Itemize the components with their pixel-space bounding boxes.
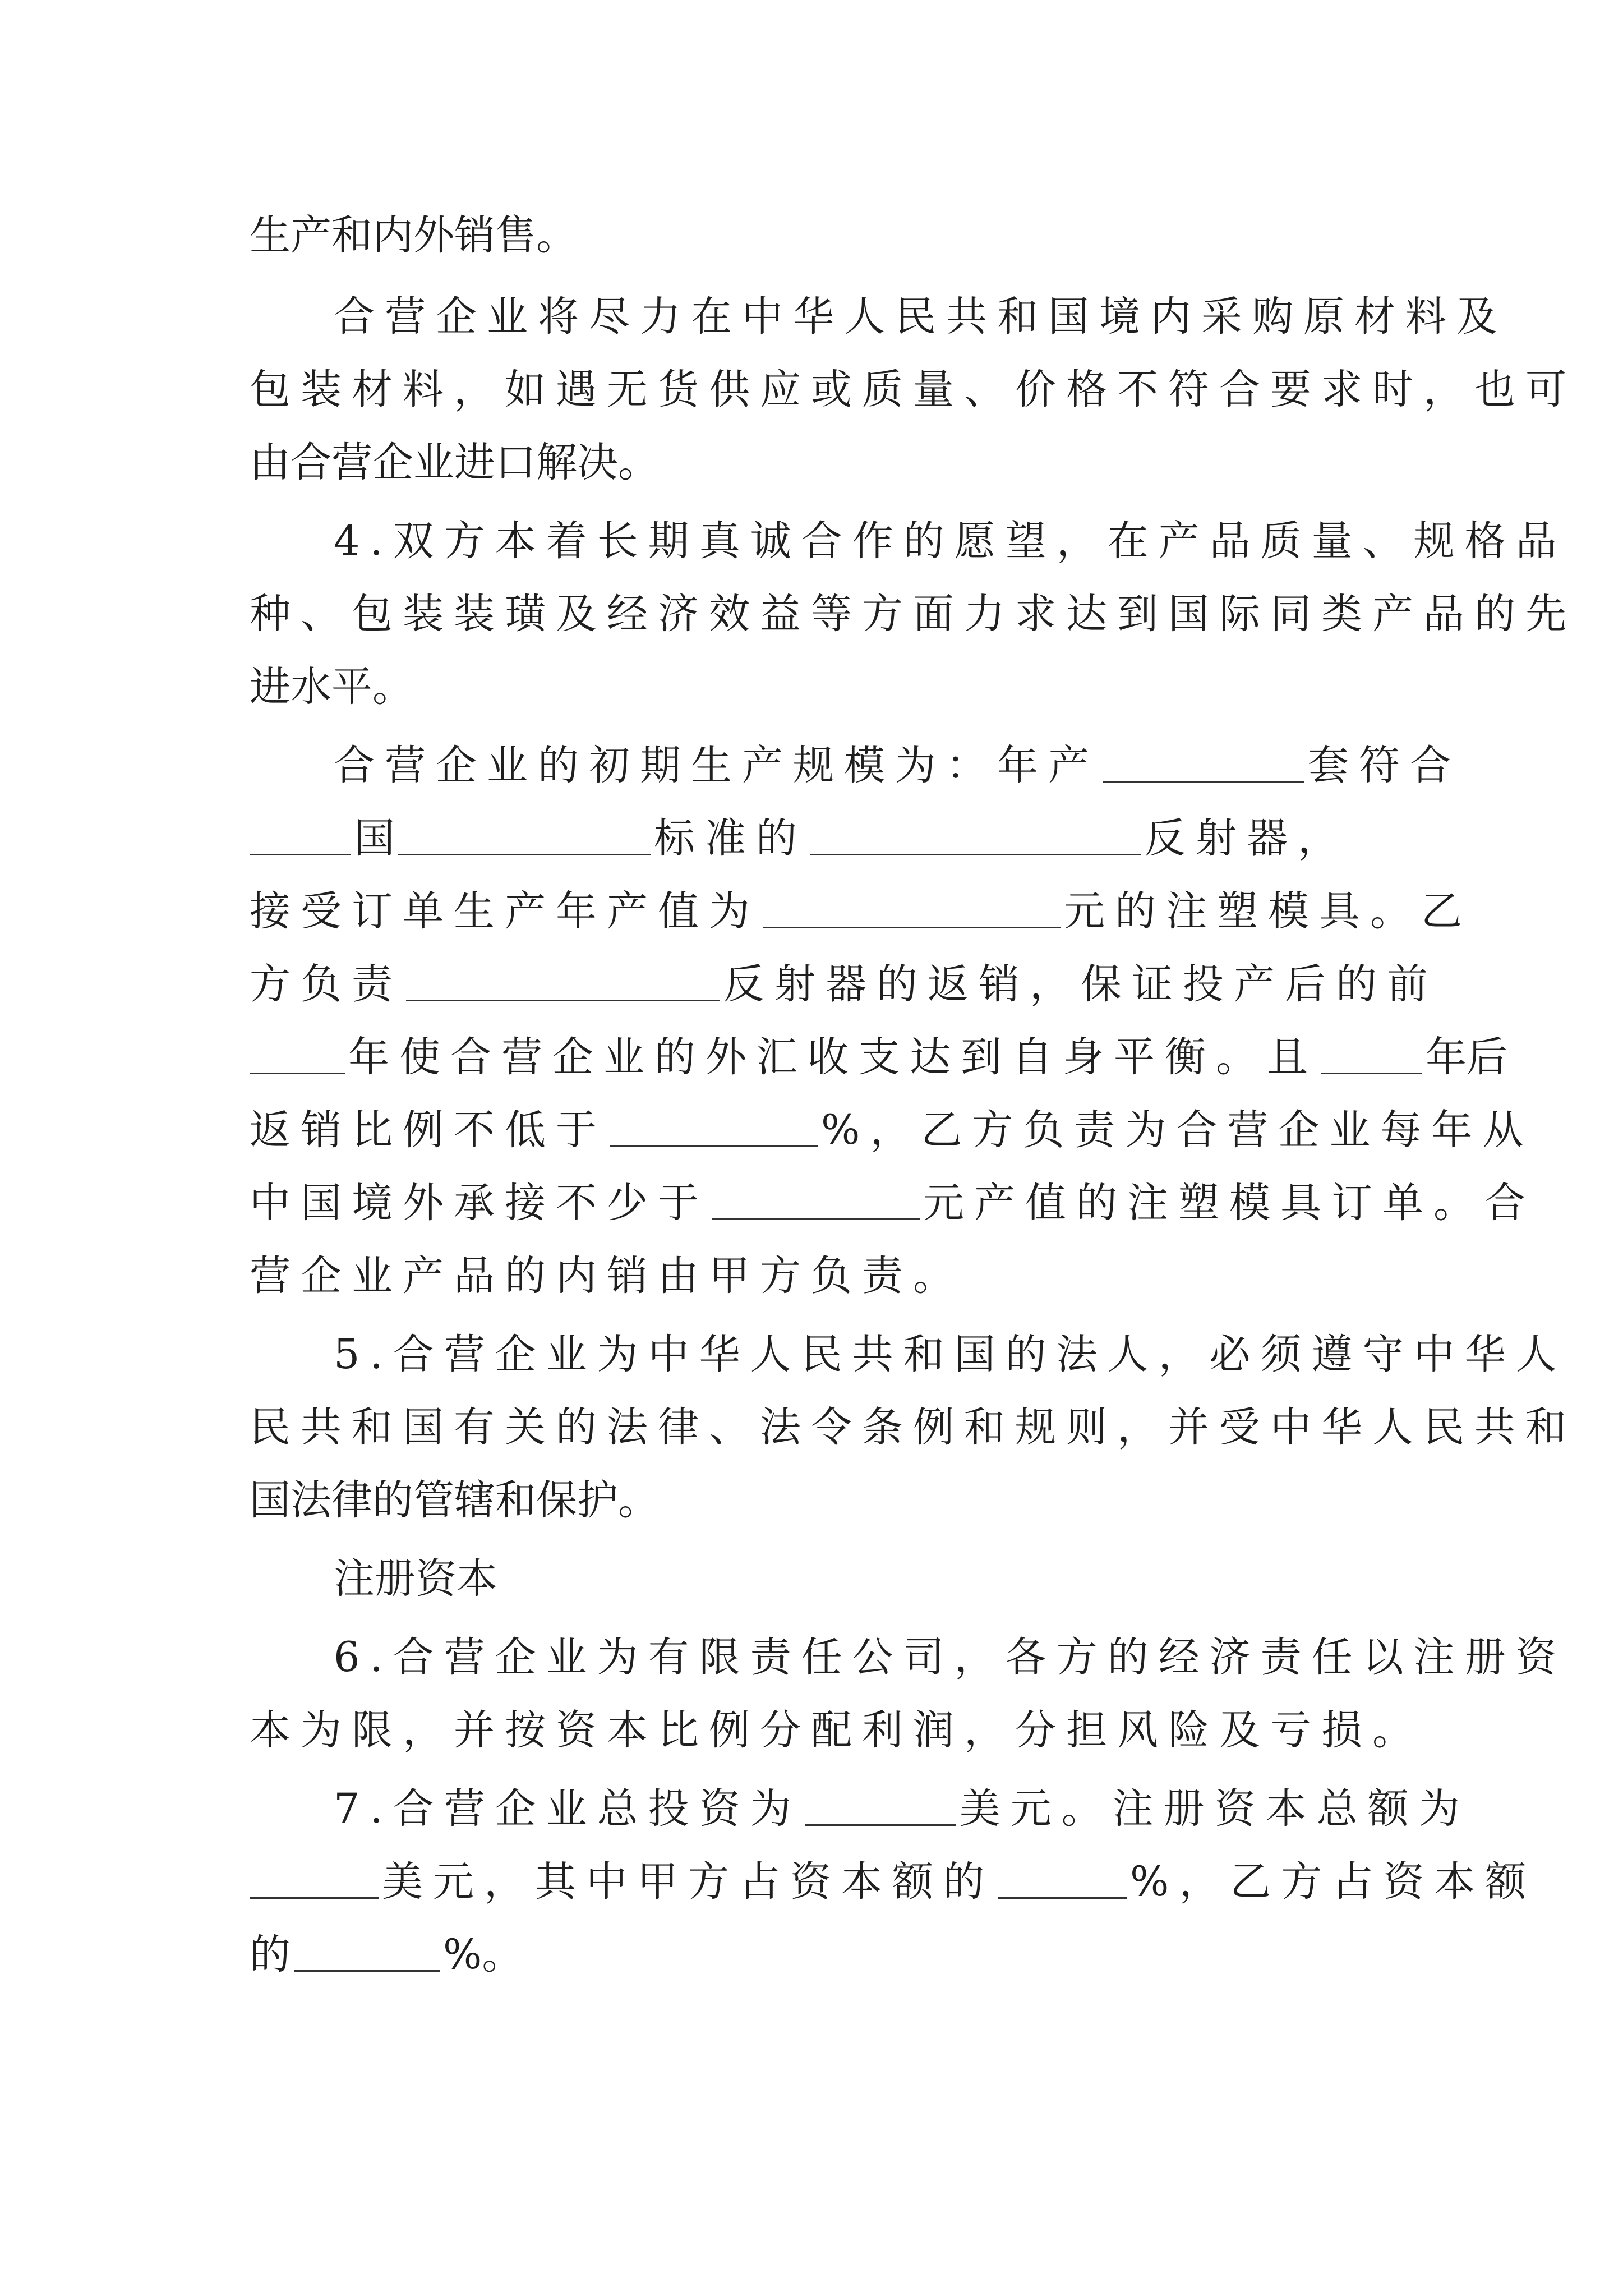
line-text: 反射器， (1145, 815, 1349, 862)
line-text: 本为限，并按资本比例分配利润，分担风险及亏损。 (250, 1706, 1423, 1754)
fill-in-blank (250, 854, 351, 855)
text-line (250, 435, 659, 491)
line-text: 国法律的管辖和保护。 (250, 1476, 659, 1524)
line-text: 生产和内外销售。 (250, 211, 577, 259)
text-line (250, 659, 413, 715)
line-text: 方负责 (250, 960, 403, 1008)
line-text: 进水平。 (250, 663, 413, 711)
text-line (250, 884, 1472, 940)
fill-in-blank (1321, 1073, 1422, 1074)
text-line (334, 1327, 1567, 1383)
line-text: 美元，其中甲方占资本额的 (382, 1858, 994, 1906)
text-line (334, 1781, 1470, 1837)
fill-in-blank (712, 1218, 920, 1220)
line-text: 美元。注册资本总额为 (959, 1785, 1470, 1833)
line-text: 合营企业将尽力在中华人民共和国境内采购原材料及 (334, 293, 1507, 341)
text-line (250, 1175, 1536, 1231)
line-text: 4.双方本着长期真诚合作的愿望，在产品质量、规格品 (334, 517, 1567, 565)
line-text: %。 (443, 1931, 523, 1978)
text-line (334, 513, 1567, 569)
fill-in-blank (250, 1897, 379, 1899)
text-line (334, 738, 1461, 794)
line-text: 6.合营企业为有限责任公司，各方的经济责任以注册资 (334, 1634, 1567, 1681)
text-line (250, 1473, 659, 1529)
text-line (250, 1400, 1576, 1456)
text-line (250, 1102, 1533, 1158)
text-line (250, 362, 1576, 418)
line-text: %，乙方占资本额 (1130, 1858, 1537, 1906)
section-heading (334, 1551, 497, 1607)
text-line (334, 289, 1507, 345)
line-text: 7.合营企业总投资为 (334, 1785, 801, 1833)
fill-in-blank (610, 1145, 818, 1147)
fill-in-blank (810, 854, 1141, 855)
line-text: 标准的 (654, 815, 807, 862)
fill-in-blank (763, 927, 1061, 928)
line-text: 元的注塑模具。乙 (1064, 887, 1472, 935)
line-text: 中国境外承接不少于 (250, 1179, 709, 1227)
line-text: 5.合营企业为中华人民共和国的法人，必须遵守中华人 (334, 1331, 1567, 1378)
fill-in-blank (1103, 781, 1304, 783)
text-line (250, 1703, 1423, 1759)
fill-in-blank (998, 1897, 1127, 1899)
text-line (250, 1248, 964, 1304)
fill-in-blank (805, 1824, 956, 1826)
line-text: 反射器的返销，保证投产后的前 (723, 960, 1438, 1008)
text-line (250, 208, 577, 264)
line-text: 由合营企业进口解决。 (250, 439, 659, 486)
line-text: 年使合营企业的外汇收支达到自身平衡。且 (348, 1033, 1318, 1081)
line-text: 营企业产品的内销由甲方负责。 (250, 1252, 964, 1300)
line-text: 套符合 (1308, 742, 1461, 789)
heading-text: 注册资本 (334, 1555, 497, 1603)
text-line (250, 1029, 1507, 1085)
text-line (250, 1854, 1536, 1910)
line-text: 的 (250, 1931, 291, 1978)
line-text: 民共和国有关的法律、法令条例和规则，并受中华人民共和 (250, 1404, 1576, 1451)
text-line (250, 956, 1438, 1013)
line-text: 年后 (1426, 1033, 1507, 1081)
fill-in-blank (406, 1000, 720, 1001)
line-text: 元产值的注塑模具订单。合 (923, 1179, 1536, 1227)
fill-in-blank (250, 1073, 345, 1074)
text-line (334, 1630, 1567, 1686)
text-line (250, 586, 1576, 642)
text-line (250, 811, 1349, 867)
line-text: 种、包装装璜及经济效益等方面力求达到国际同类产品的先 (250, 590, 1576, 638)
line-text: 合营企业的初期生产规模为：年产 (334, 742, 1099, 789)
line-text: 返销比例不低于 (250, 1106, 607, 1154)
fill-in-blank (398, 854, 651, 855)
line-text: %，乙方负责为合营企业每年从 (821, 1106, 1534, 1154)
line-text: 包装材料，如遇无货供应或质量、价格不符合要求时，也可 (250, 366, 1576, 413)
line-text: 国 (354, 815, 395, 862)
text-line (250, 1927, 523, 1983)
line-text: 接受订单生产年产值为 (250, 887, 760, 935)
fill-in-blank (294, 1970, 440, 1972)
